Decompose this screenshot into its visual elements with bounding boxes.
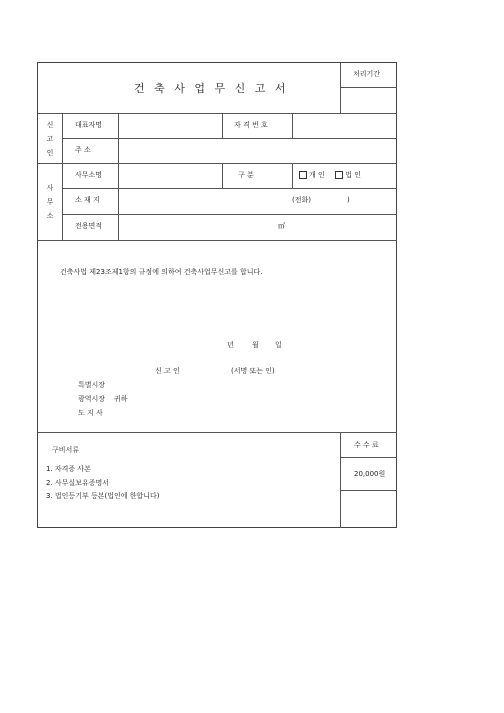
category-options [299,171,361,179]
attachments-heading: 구비서류 [52,446,80,454]
license-no-label: 자 격 번 호 [234,121,268,129]
fee-divider [340,457,397,458]
processing-period-label: 처리기간 [353,70,381,78]
recipient-special-city: 특별시장 [78,381,106,389]
date-year-label: 년 [227,341,234,349]
fee-label: 수 수 료 [354,441,379,449]
office-section-label: 사무소 [46,184,54,220]
reporter-label: 신 고 인 [155,367,180,375]
fee-value: 20,000원 [354,470,386,478]
report-form [37,62,397,528]
signature-label: (서명 또는 인) [231,367,275,375]
recipient-metro-city: 광역시장 귀하 [78,395,128,403]
license-no-field[interactable] [294,115,394,137]
date-month-label: 월 [252,341,259,349]
mid-col-line-c [222,163,223,188]
fee-bottom-line [340,490,397,491]
row-line-1 [38,113,397,114]
area-field[interactable] [120,216,394,238]
mid-col-line-d [292,163,293,188]
row-line-5 [62,214,397,215]
applicant-section-label: 신고인 [46,121,54,157]
attachment-item-3: 3. 법인등기부 등본(법인에 한합니다) [46,492,160,500]
individual-option-label: 개 인 [309,171,325,179]
rep-name-field[interactable] [120,115,220,137]
office-name-label: 사무소명 [75,171,103,179]
processing-box-divider [340,87,397,88]
fee-col-line [340,432,341,528]
corporation-checkbox[interactable] [335,171,343,179]
form-title: 건 축 사 업 무 신 고 서 [134,82,289,95]
recipient-governor: 도 지 사 [78,409,103,417]
individual-checkbox[interactable] [299,171,307,179]
row-line-3 [38,163,397,164]
mid-col-line-a [222,113,223,138]
category-label: 구 분 [238,171,254,179]
area-label: 전용면적 [75,222,103,230]
bottom-section-line [38,432,397,433]
address-field[interactable] [120,140,394,162]
corporation-option-label: 법 인 [345,171,361,179]
declaration-statement: 건축사법 제23조제1항의 규정에 의하여 건축사업무신고를 합니다. [60,268,263,276]
address-label: 주 소 [75,146,91,154]
attachment-item-1: 1. 자격증 사본 [46,465,91,473]
mid-col-line-b [292,113,293,138]
row-line-2 [62,138,397,139]
row-line-4 [62,188,397,189]
phone-close-paren: ) [347,196,350,204]
phone-label: (전화) [292,196,311,204]
rep-name-label: 대표자명 [75,121,103,129]
location-field[interactable] [120,190,394,212]
area-unit: ㎡ [278,222,285,230]
attachment-item-2: 2. 사무실보유증명서 [46,479,109,487]
date-day-label: 일 [275,341,282,349]
label-col-line [118,113,119,240]
title-divider-vertical [340,63,341,113]
section-col-line [62,113,63,240]
row-line-6 [38,240,397,241]
location-label: 소 재 지 [75,196,100,204]
office-name-field[interactable] [120,165,220,187]
